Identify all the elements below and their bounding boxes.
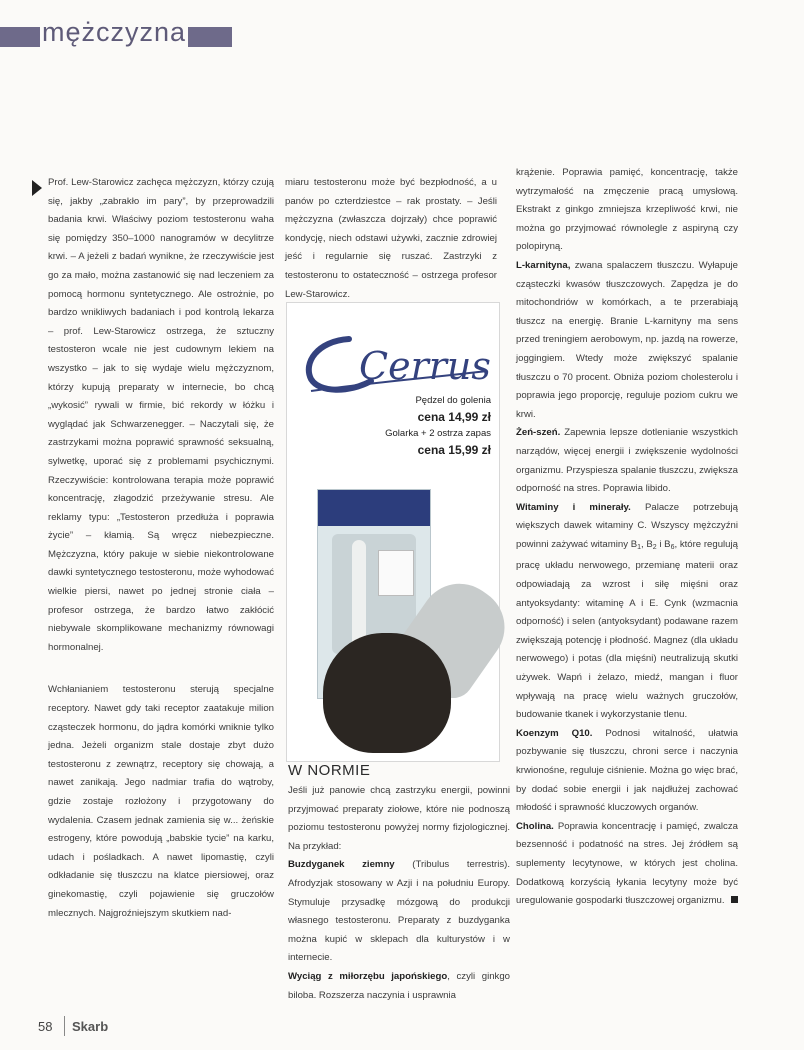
paragraph <box>516 257 738 424</box>
brand-logo-text: Cerrus <box>359 344 491 388</box>
column-2-bottom <box>288 782 510 1005</box>
end-of-article-marker <box>731 896 738 903</box>
shaving-brush-image <box>323 633 451 753</box>
subscript: 1 <box>637 543 641 551</box>
term-text: Podnosi witalność, ułatwia pozbywanie się tłuszczu, chroni serce i naczynia krwionośne, reguluje ciśnienie. Można go więc brać, by dodać sobie energii i jak najdłużej zachować młodość i sprawność kluczowych organów. <box>516 727 738 814</box>
term-label: Żeń-szeń. <box>516 427 561 439</box>
term-text: , B <box>641 538 653 550</box>
term-text: (Tribulus terrestris). Afrodyzjak stosowany w Azji i na południu Europy. Stymuluje przysadkę mózgową do produkcji własnego testosteronu. Preparaty z buzdyganka można kupić w sklepach dla kulturystów i w internecie. <box>288 859 510 964</box>
term-label: Buzdyganek ziemny <box>288 859 395 871</box>
term-text: , które regulują pracę układu nerwowego, przemianę materii oraz odpowiadają za wzrost i siłę mięśni oraz antyoksydanty: witaminę A i E. Cynk (wzmacnia odporność) i selen (antyoksydant) podawane razem zwiększają potencję i płodność. Magnez (dla układu nerwowego) i potas (dla mięśni) neutralizują skutki używek. Wapń i żelazo, miedź, mangan i fluor wpływają na pracę wielu ważnych gruczołów, budowanie tkanek i wykorzystanie tlenu. <box>516 538 738 721</box>
paragraph: Jeśli już panowie chcą zastrzyku energii, powinni przyjmować preparaty ziołowe, które nie podnoszą poziomu testosteronu powyżej normy fizjologicznej. Na przykład: <box>288 785 510 852</box>
paragraph: krążenie. Poprawia pamięć, koncentrację, także wytrzymałość na zmęczenie pracą umysłową. Ekstrakt z ginkgo zmniejsza krzepliwość krwi, nie można go przyjmować równolegle z aspiryną czy polopiryną. <box>516 167 738 253</box>
term-text: zwana spalaczem tłuszczu. Wyłapuje cząsteczki kwasów tłuszczowych. Zapędza je do mitochondriów w komórkach, a te przerabiają tłuszcz na energię. Branie L-karnityny ma sens przed treningiem aerobowym, np. jazdą na rowerze, joggingiem. Wtedy może zwiększyć spalanie tłuszczu o 70 procent. Obniża poziom cholesterolu i poprawia jego proporcję, reguluje poziom cukru we krwi. <box>516 259 739 420</box>
paragraph <box>516 424 738 498</box>
magazine-title: Skarb <box>72 1019 109 1034</box>
paragraph: miaru testosteronu może być bezpłodność, a u panów po czterdziestce – rak prostaty. – Jeśli mężczyzna (zwłaszcza dojrzały) chce poprawić kondycję, niech odstawi używki, zacznie zdrowiej jeść i regularnie się ruszać. Zastrzyki z testosteronu to ostateczność – ostrzega profesor Lew-Starowicz. <box>285 177 497 300</box>
subscript: 2 <box>652 543 657 551</box>
product-name: Pędzel do golenia <box>415 395 491 406</box>
paragraph: Prof. Lew-Starowicz zachęca mężczyzn, którzy czują się, jakby „zabrakło im pary”, by przeprowadzili badania krwi. Właściwy poziom testosteronu waha się pomiędzy 350–1000 nanogramów w decylitrze krwi. – A jeżeli z badań wynikne, że rzeczywiście jest go za mało, można zastanowić się nad leczeniem za pomocą hormonu syntetycznego. Ale ostrożnie, po bardzo wnikliwych badaniach i pod kontrolą lekarza – prof. Lew-Starowicz ostrzega, że sztuczny testosteron wcale nie jest cudownym lekiem na wszystko – jak to się wydaje wielu mężczyznom, którzy kupują preparaty w internecie, bo chcą „wykosić” rywali w firmie, bić rekordy w łóżku i wyglądać jak Schwarzenegger. – Naczytali się, że zastrzykami można poprawić sprawność seksualną, sylwetkę, uporać się z problemami psychicznymi. Rzeczywiście: kontrolowana terapia może poprawić koncentrację, złagodzić przeżywanie stresu. Ale reklamy typu: „Testosteron przedłuża i poprawia życie” – kłamią. Są wręcz niebezpieczne. Mężczyzna, który pakuje w siebie niekontrolowane dawki syntetycznego testosteronu, może wyhodować wielkie piersi, nawet po jednej stronie ciała – profesor ostrzega, że bardzo łatwo zakłócić niebywale skomplikowane mechanizmy równowagi hormonalnej. <box>48 177 274 653</box>
section-heading: W NORMIE <box>288 762 371 779</box>
term-label: L-karnityna, <box>516 259 571 271</box>
column-2-top <box>285 174 497 304</box>
article-start-marker <box>32 180 42 196</box>
product-price: cena 15,99 zł <box>417 443 491 457</box>
paragraph <box>288 968 510 1005</box>
term-text: , czyli ginkgo biloba. Rozszerza naczynia i usprawnia <box>288 970 511 1001</box>
column-1 <box>48 174 274 923</box>
paragraph <box>516 725 738 818</box>
subscript: 6 <box>670 543 675 551</box>
paragraph <box>288 856 510 968</box>
page-number: 58 <box>38 1019 53 1034</box>
product-price: cena 14,99 zł <box>417 410 491 424</box>
paragraph: Wchłanianiem testosteronu sterują specjalne receptory. Nawet gdy taki receptor zaatakuje milion cząsteczek hormonu, do jądra komórki wniknie tylko jedna. Jeżeli organizm stale dostaje zbyt dużo testosteronu z zewnątrz, receptory się chowają, a nawet zanikają. Jego nadmiar trafia do wątroby, gdzie zostaje rozłożony i przygotowany do wydalenia. Czasem jednak zamienia się w... żeńskie estrogeny, które powodują „babskie tycie” na karku, udach i pośladkach. A nawet lipomastię, czyli odkładanie się tłuszczu na klatce piersiowej, oraz ginekomastię, czyli pojawienie się gruczołów mlecznych. Najgroźniejszym skutkiem nad- <box>48 684 274 919</box>
paragraph <box>516 499 738 725</box>
term-label: Cholina. <box>516 820 554 832</box>
term-text: Poprawia koncentrację i pamięć, zwalcza bezsenność i podatność na stres. Jej źródłem są suplementy lecytynowe, w których jest cholina. Dodatkową korzyścią łykania lecytyny może być uregulowanie gospodarki tłuszczowej organizmu. <box>516 820 738 907</box>
term-text: Zapewnia lepsze dotlenianie wszystkich narządów, więcej energii i zwiększenie wydolności organizmu. Przyspiesza spalanie tłuszczu, zwiększa odporność na stres. Poprawia libido. <box>516 427 738 495</box>
brand-logo <box>297 317 492 402</box>
term-label: Koenzym Q10. <box>516 727 593 739</box>
product-name: Golarka + 2 ostrza zapas <box>385 428 491 439</box>
term-text: i B <box>656 538 671 550</box>
price-list <box>385 393 491 459</box>
footer-divider <box>64 1016 65 1036</box>
term-text: Palacze potrzebują większych dawek witaminy C. Wszyscy mężczyźni powinni zażywać witaminy B <box>516 501 738 550</box>
section-title: mężczyzna <box>42 17 187 47</box>
column-3 <box>516 164 738 911</box>
term-label: Wyciąg z miłorzębu japońskiego <box>288 970 448 982</box>
paragraph <box>516 818 738 911</box>
term-label: Witaminy i minerały. <box>516 501 631 513</box>
product-advertisement <box>286 302 500 762</box>
